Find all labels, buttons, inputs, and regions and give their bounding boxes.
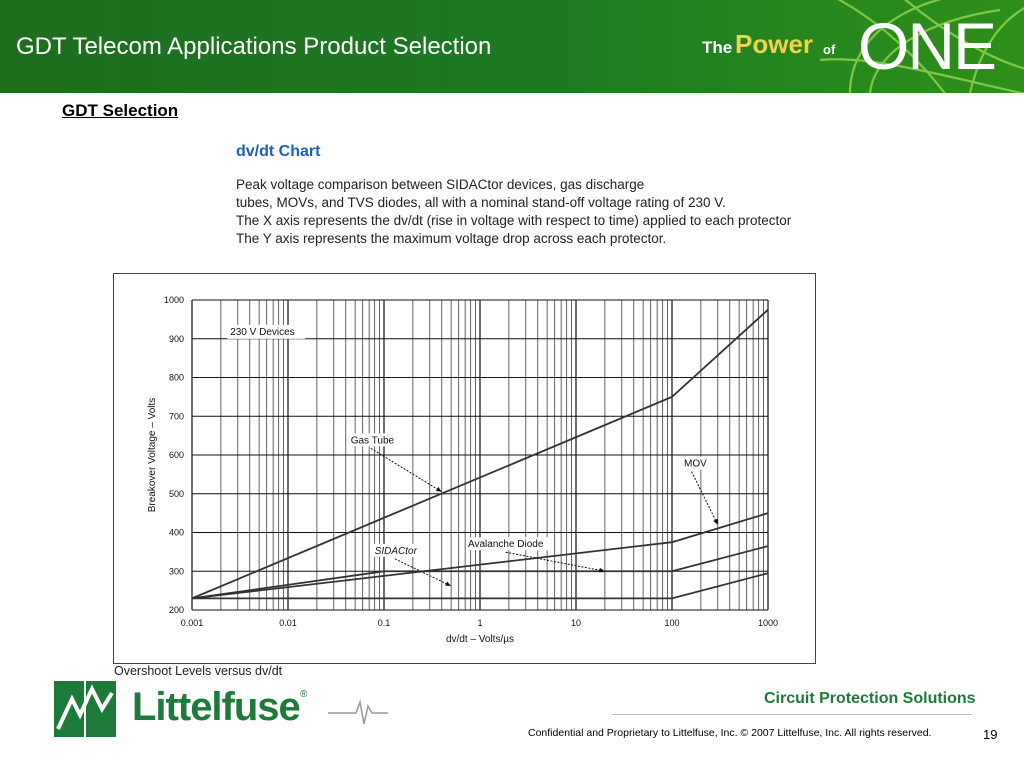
description-line-2: tubes, MOVs, and TVS diodes, all with a nominal stand-off voltage rating of 230 V.: [236, 195, 726, 210]
y-tick-label: 300: [168, 566, 184, 577]
x-tick-label: 1000: [757, 618, 779, 628]
slide-title: GDT Telecom Applications Product Selection: [16, 33, 492, 60]
y-tick-label: 1000: [163, 295, 184, 305]
y-tick-label: 800: [168, 372, 184, 383]
annotation-arrow: [395, 559, 451, 586]
y-tick-label: 500: [168, 488, 184, 499]
brand-logo: [700, 0, 1024, 93]
footer-divider: [612, 714, 972, 715]
chart-frame: [113, 273, 816, 664]
section-title: GDT Selection: [62, 101, 179, 120]
x-tick-label: 100: [664, 618, 680, 628]
x-axis-label: dv/dt – Volts/µs: [445, 634, 515, 645]
x-tick-label: 10: [570, 618, 582, 628]
littelfuse-logo: [52, 679, 312, 739]
annotation-label: Gas Tube: [350, 435, 395, 447]
x-tick-label: 0.1: [377, 618, 391, 628]
x-tick-label: 0.001: [180, 618, 204, 628]
chart-title: dv/dt Chart: [236, 143, 321, 160]
y-tick-label: 700: [168, 411, 184, 422]
brand-power: Power: [735, 29, 814, 59]
x-tick-label: 0.01: [279, 618, 297, 628]
description-line-1: Peak voltage comparison between SIDACtor devices, gas discharge: [236, 177, 645, 192]
brand-one: ONE: [858, 9, 996, 83]
header-bar: [0, 0, 1024, 93]
copyright: Confidential and Proprietary to Littelfuse, Inc. © 2007 Littelfuse, Inc. All rights reserved.: [528, 727, 932, 739]
description-line-4: The Y axis represents the maximum voltage drop across each protector.: [236, 231, 667, 246]
registered-mark: ®: [300, 689, 308, 700]
brand-the: The: [702, 38, 733, 57]
littelfuse-mark-icon: [52, 679, 128, 739]
y-axis-label: Breakover Voltage – Volts: [147, 397, 158, 513]
description-line-3: The X axis represents the dv/dt (rise in voltage with respect to time) applied to each protector: [236, 213, 792, 228]
y-tick-label: 200: [168, 605, 184, 615]
dvdt-chart: [114, 274, 815, 663]
signal-wave-icon: [328, 696, 388, 726]
brand-of: of: [823, 42, 836, 57]
annotation-arrowhead: [436, 487, 442, 492]
annotation-label: MOV: [684, 458, 707, 470]
chart-caption: Overshoot Levels versus dv/dt: [114, 664, 283, 678]
y-tick-label: 600: [168, 450, 184, 460]
y-tick-label: 400: [168, 527, 184, 538]
chart-description: [236, 176, 791, 248]
annotation-arrow: [692, 472, 718, 525]
tagline: Circuit Protection Solutions: [764, 690, 976, 707]
y-tick-label: 900: [168, 333, 184, 344]
annotation-label: Avalanche Diode: [468, 539, 544, 551]
x-tick-label: 1: [477, 618, 483, 628]
logo-text: Littelfuse: [132, 685, 300, 729]
annotation-label: SIDACtor: [374, 545, 417, 557]
legend-note: 230 V Devices: [230, 326, 295, 338]
page-number: 19: [983, 727, 998, 742]
